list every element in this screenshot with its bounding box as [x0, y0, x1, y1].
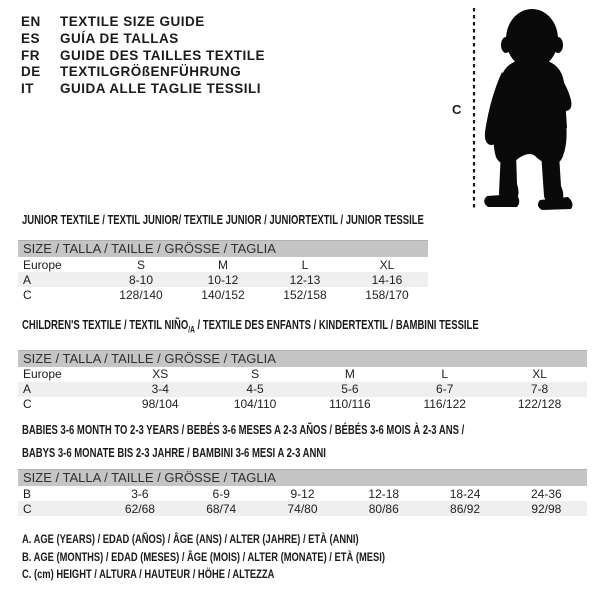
value-cell: 158/170: [365, 287, 409, 302]
babies-textile-section: [18, 423, 587, 516]
table-row-age: [18, 382, 587, 397]
value-cell: 5-6: [341, 382, 359, 396]
value-cell: 12-18: [368, 486, 400, 501]
table-row-months: [18, 486, 587, 501]
row-label-cell: Europe: [23, 257, 62, 272]
value-cell: 62/68: [124, 501, 155, 516]
size-cell: XL: [379, 257, 395, 272]
value-cell: 7-8: [530, 382, 549, 396]
size-cell: S: [136, 257, 145, 272]
language-row-en: [21, 14, 265, 31]
children-table-title: [22, 318, 479, 337]
value-cell: 18-24: [449, 486, 481, 501]
footnote-age-years: A. AGE (YEARS) / EDAD (AÑOS) / ÂGE (ANS) / ALTER (JAHRE) / ETÀ (ANNI): [22, 532, 359, 546]
language-row-de: [21, 64, 265, 81]
height-measure-figure: [440, 0, 600, 215]
size-header-bar: SIZE / TALLA / TAILLE / GRÖSSE / TAGLIA: [18, 241, 428, 258]
guide-title-de: TEXTILGRÖßENFÜHRUNG: [60, 64, 242, 80]
children-textile-section: [18, 318, 587, 412]
table-row-age: [18, 272, 428, 287]
size-header-bar: SIZE / TALLA / TAILLE / GRÖSSE / TAGLIA: [18, 470, 587, 487]
size-header-row: [18, 241, 428, 258]
table-row-europe: [18, 367, 587, 382]
value-cell: 4-5: [246, 382, 264, 396]
value-cell: 110/116: [329, 397, 371, 411]
value-cell: 104/110: [233, 397, 277, 411]
value-cell: 8-10: [128, 272, 154, 287]
footnote-age-months: B. AGE (MONTHS) / EDAD (MESES) / ÂGE (MOIS) / ALTER (MONATE) / ETÀ (MESI): [22, 549, 385, 564]
table-row-height: [18, 287, 428, 302]
value-cell: 116/122: [423, 397, 466, 411]
value-cell: 152/158: [283, 287, 327, 302]
language-row-it: [21, 81, 265, 98]
size-header-row: [18, 470, 587, 487]
children-size-table: [18, 350, 587, 412]
table-row-height: [18, 397, 587, 412]
value-cell: 122/128: [517, 397, 562, 411]
guide-title-fr: GUIDE DES TAILLES TEXTILE: [60, 47, 266, 63]
row-label-cell: A: [23, 382, 32, 396]
value-cell: 14-16: [371, 272, 403, 287]
value-cell: 80/86: [368, 501, 399, 516]
size-cell: S: [251, 367, 260, 381]
language-list: [21, 14, 265, 98]
baby-silhouette-graphic: [440, 0, 600, 215]
height-measure-label: C: [452, 102, 462, 117]
value-cell: 128/140: [119, 287, 163, 302]
row-label-cell: C: [23, 287, 32, 302]
size-cell: XS: [152, 367, 169, 381]
baby-silhouette: [484, 9, 572, 210]
size-header-bar: SIZE / TALLA / TAILLE / GRÖSSE / TAGLIA: [18, 350, 587, 367]
babies-table-title-line2: BABYS 3-6 MONATE BIS 2-3 JAHRE / BAMBINI 3-6 MESI A 2-3 ANNI: [22, 446, 326, 460]
language-row-es: [21, 31, 265, 48]
size-cell: XL: [532, 367, 547, 381]
value-cell: 10-12: [207, 272, 239, 287]
value-cell: 24-36: [530, 486, 562, 501]
table-row-height: [18, 501, 587, 516]
guide-title-es: GUÍA DE TALLAS: [60, 30, 179, 46]
guide-title-en: TEXTILE SIZE GUIDE: [60, 14, 205, 29]
language-code: ES: [21, 30, 41, 46]
legend-footnotes: [22, 531, 487, 584]
row-label-cell: A: [23, 272, 32, 287]
size-cell: M: [218, 257, 228, 272]
value-cell: 3-4: [151, 382, 169, 396]
value-cell: 92/98: [531, 501, 562, 516]
value-cell: 140/152: [201, 287, 245, 302]
language-code: EN: [21, 14, 41, 29]
language-code: FR: [21, 47, 40, 63]
babies-size-table: [18, 469, 587, 516]
value-cell: 3-6: [131, 486, 149, 501]
value-cell: 74/80: [287, 501, 318, 516]
size-cell: L: [441, 367, 449, 381]
value-cell: 9-12: [290, 486, 315, 501]
row-label-cell: C: [23, 397, 32, 411]
babies-table-title-line1: BABIES 3-6 MONTH TO 2-3 YEARS / BEBÉS 3-6 MESES A 2-3 AÑOS / BÉBÉS 3-6 MOIS À 2-3 ANS /: [22, 423, 465, 437]
size-cell: L: [301, 257, 309, 272]
junior-textile-section: [18, 213, 428, 302]
language-code: DE: [21, 64, 41, 80]
table-row-europe: [18, 257, 428, 272]
footnote-height-cm: C. (cm) HEIGHT / ALTURA / HAUTEUR / HÖHE / ALTEZZA: [22, 567, 275, 581]
language-row-fr: [21, 48, 265, 65]
guide-title-it: GUIDA ALLE TAGLIE TESSILI: [60, 81, 261, 97]
row-label-cell: C: [23, 501, 32, 516]
row-label-cell: B: [23, 486, 32, 501]
nino-a-subscript: /A: [188, 324, 195, 335]
language-code: IT: [21, 81, 34, 97]
size-cell: M: [344, 367, 355, 381]
value-cell: 12-13: [289, 272, 321, 287]
junior-table-title: JUNIOR TEXTILE / TEXTIL JUNIOR/ TEXTILE JUNIOR / JUNIORTEXTIL / JUNIOR TESSILE: [22, 213, 424, 227]
value-cell: 86/92: [450, 501, 481, 516]
value-cell: 68/74: [206, 501, 237, 516]
value-cell: 6-7: [436, 382, 454, 396]
value-cell: 6-9: [212, 486, 230, 501]
junior-size-table: [18, 240, 428, 302]
size-header-row: [18, 350, 587, 367]
children-title-part1: CHILDREN'S TEXTILE / TEXTIL NIÑO: [22, 318, 189, 332]
row-label-cell: Europe: [23, 367, 62, 381]
value-cell: 98/104: [141, 397, 179, 411]
children-title-part2: / TEXTILE DES ENFANTS / KINDERTEXTIL / BAMBINI TESSILE: [194, 318, 479, 332]
